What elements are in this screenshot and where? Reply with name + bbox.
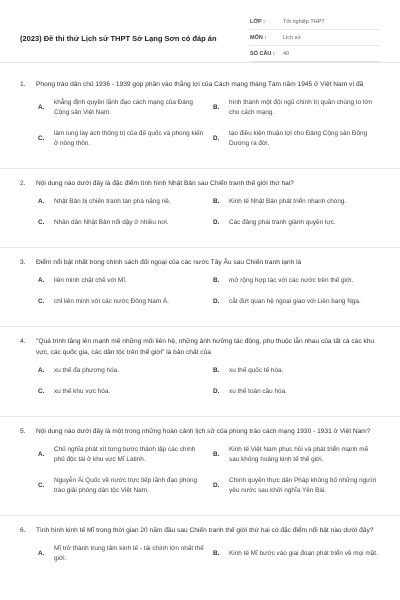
option-letter: C.	[38, 135, 45, 142]
answer-option[interactable]	[213, 542, 380, 566]
option-letter: C.	[38, 482, 45, 489]
option-letter: A.	[38, 550, 45, 557]
answer-options	[38, 274, 380, 316]
option-text: xu thế đa phương hóa.	[54, 367, 119, 374]
option-letter: A.	[38, 198, 45, 205]
meta-label: MÔN :	[250, 34, 267, 41]
question-divider	[0, 416, 400, 417]
option-text: liên minh chặt chẽ với Mĩ.	[54, 277, 127, 284]
option-letter: D.	[213, 482, 220, 489]
option-letter: D.	[213, 135, 220, 142]
question-item	[20, 525, 380, 573]
answer-options	[38, 443, 380, 505]
option-text: Nhật Bản bị chiến tranh tàn phá nặng nề.	[54, 198, 171, 205]
option-text: Nhân dân Nhật Bản nổi dậy ở nhiều nơi.	[54, 219, 169, 226]
question-number: 6.	[20, 527, 26, 534]
question-text: Điểm nổi bật nhất trong chính sách đối ngoại của các nước Tây Âu sau Chiến tranh lạnh là	[36, 259, 302, 266]
answer-option[interactable]	[38, 195, 205, 209]
meta-label: LỚP :	[250, 18, 265, 25]
question-stem	[20, 525, 380, 536]
question-text: Nội dung nào dưới đây là đặc điểm tình hình Nhật Bản sau Chiến tranh thế giới thứ hai?	[36, 180, 294, 187]
option-text: xu thế khu vực hóa.	[54, 388, 111, 395]
document-header	[0, 0, 400, 63]
question-item	[20, 336, 380, 406]
question-text: Nội dung nào dưới đây là một trong những hoàn cảnh lịch sử của phong trào cách mạng 1930 - 1931 ở Việt Nam?	[36, 428, 371, 435]
option-text: Mĩ trở thành trung tâm kinh tế - tài chính lớn nhất thế giới.	[54, 545, 204, 562]
meta-value: 40	[283, 50, 290, 57]
answer-options	[38, 542, 380, 573]
option-text: khẳng định quyền lãnh đạo cách mạng của Đảng Cộng sản Việt Nam.	[54, 99, 193, 116]
question-stem	[20, 79, 380, 90]
meta-row-count	[250, 46, 380, 62]
option-text: Nguyễn Ái Quốc về nước trực tiếp lãnh đạo phong trào giải phóng dân tộc Việt Nam.	[54, 477, 198, 494]
option-text: Kinh tế Việt Nam phục hồi và phát triển mạnh mẽ sau khủng hoảng kinh tế thế giới.	[229, 446, 369, 463]
option-text: Kinh tế Nhật Bản phát triển nhanh chóng.	[229, 198, 347, 205]
option-text: làm lung lay ách thống trị của đế quốc và phong kiến ở nông thôn.	[54, 130, 204, 147]
question-divider	[0, 515, 400, 516]
option-letter: A.	[38, 367, 45, 374]
option-text: cắt đứt quan hệ ngoại giao với Liên bang Nga.	[229, 298, 361, 305]
question-stem	[20, 257, 380, 268]
question-divider	[0, 326, 400, 327]
answer-option[interactable]	[213, 295, 380, 309]
option-letter: D.	[213, 298, 220, 305]
question-stem	[20, 178, 380, 189]
question-text: Phong trào dân chủ 1936 - 1939 góp phần vào thắng lợi của Cách mạng tháng Tám năm 1945 ở Việt Nam vì đã	[36, 81, 364, 88]
option-text: Các đảng phái tranh giành quyền lực.	[229, 219, 336, 226]
answer-option[interactable]	[213, 385, 380, 399]
option-letter: C.	[38, 388, 45, 395]
question-item	[20, 79, 380, 158]
answer-option[interactable]	[38, 443, 205, 467]
answer-option[interactable]	[38, 364, 205, 378]
answer-option[interactable]	[38, 127, 205, 151]
answer-option[interactable]	[38, 274, 205, 288]
option-letter: B.	[213, 198, 220, 205]
answer-option[interactable]	[213, 364, 380, 378]
answer-option[interactable]	[213, 443, 380, 467]
question-list	[0, 79, 400, 573]
meta-row-subject	[250, 30, 380, 46]
meta-table	[250, 14, 380, 62]
answer-option[interactable]	[38, 295, 205, 309]
question-item	[20, 426, 380, 505]
option-text: Chính quyền thực dân Pháp khủng bố những người yêu nước sau khởi nghĩa Yên Bái.	[229, 477, 377, 494]
answer-options	[38, 364, 380, 406]
meta-label: SỐ CÂU :	[250, 50, 275, 57]
question-item	[20, 178, 380, 237]
option-letter: A.	[38, 451, 45, 458]
question-number: 4.	[20, 338, 26, 345]
question-stem	[20, 426, 380, 437]
option-letter: C.	[38, 298, 45, 305]
option-text: mở rộng hợp tác với các nước trên thế giới.	[229, 277, 354, 284]
question-divider	[0, 247, 400, 248]
meta-row-class	[250, 14, 380, 30]
answer-options	[38, 195, 380, 237]
answer-option[interactable]	[38, 385, 205, 399]
answer-option[interactable]	[38, 216, 205, 230]
answer-option[interactable]	[213, 195, 380, 209]
option-letter: B.	[213, 104, 220, 111]
question-number: 5.	[20, 428, 26, 435]
option-letter: B.	[213, 550, 220, 557]
answer-options	[38, 96, 380, 158]
question-number: 3.	[20, 259, 26, 266]
option-text: Kinh tế Mĩ bước vào giai đoạn phát triển về mọi mặt.	[229, 550, 378, 557]
question-divider	[0, 168, 400, 169]
option-text: hình thành một đội ngũ chính trị quần chúng to lớn cho cách mạng.	[229, 99, 373, 116]
question-number: 1.	[20, 81, 26, 88]
question-text: Tình hình kinh tế Mĩ trong thời gian 20 năm đầu sau Chiến tranh thế giới thứ hai có đặc điểm nổi bật nào dưới đây?	[36, 527, 374, 534]
answer-option[interactable]	[38, 474, 205, 498]
option-text: xu thế quốc tế hóa.	[229, 367, 284, 374]
answer-option[interactable]	[213, 127, 380, 151]
option-letter: C.	[38, 219, 45, 226]
option-letter: B.	[213, 277, 220, 284]
question-stem	[20, 336, 380, 358]
answer-option[interactable]	[213, 274, 380, 288]
meta-value: Tốt nghiệp THPT	[283, 18, 325, 25]
question-text: "Quá trình tăng lên mạnh mẽ những mối liên hệ, những ảnh hưởng tác động, phụ thuộc lẫn nhau của tất cả các khu vực, các quốc gia, các dân tộc trên thế giới" là bản chất của	[36, 338, 375, 356]
option-letter: B.	[213, 367, 220, 374]
option-letter: B.	[213, 451, 220, 458]
document-title: (2023) Đề thi thử Lịch sử THPT Sở Lạng Sơn có đáp án	[20, 34, 217, 43]
option-text: xu thế toàn cầu hóa.	[229, 388, 287, 395]
question-item	[20, 257, 380, 316]
option-text: tạo điều kiện thuận lợi cho Đảng Cộng sản Đông Dương ra đời.	[229, 130, 368, 147]
option-letter: D.	[213, 388, 220, 395]
meta-value: Lịch sử	[283, 34, 302, 41]
answer-option[interactable]	[38, 96, 205, 120]
answer-option[interactable]	[213, 216, 380, 230]
question-number: 2.	[20, 180, 26, 187]
option-text: Chủ nghĩa phát xít từng bước thành lập các chính phủ độc tài ở khu vực Mĩ Latinh.	[54, 446, 196, 463]
option-letter: A.	[38, 104, 45, 111]
option-text: chỉ liên minh với các nước Đông Nam Á.	[54, 298, 169, 305]
answer-option[interactable]	[38, 542, 205, 566]
option-letter: A.	[38, 277, 45, 284]
option-letter: D.	[213, 219, 220, 226]
answer-option[interactable]	[213, 474, 380, 498]
answer-option[interactable]	[213, 96, 380, 120]
